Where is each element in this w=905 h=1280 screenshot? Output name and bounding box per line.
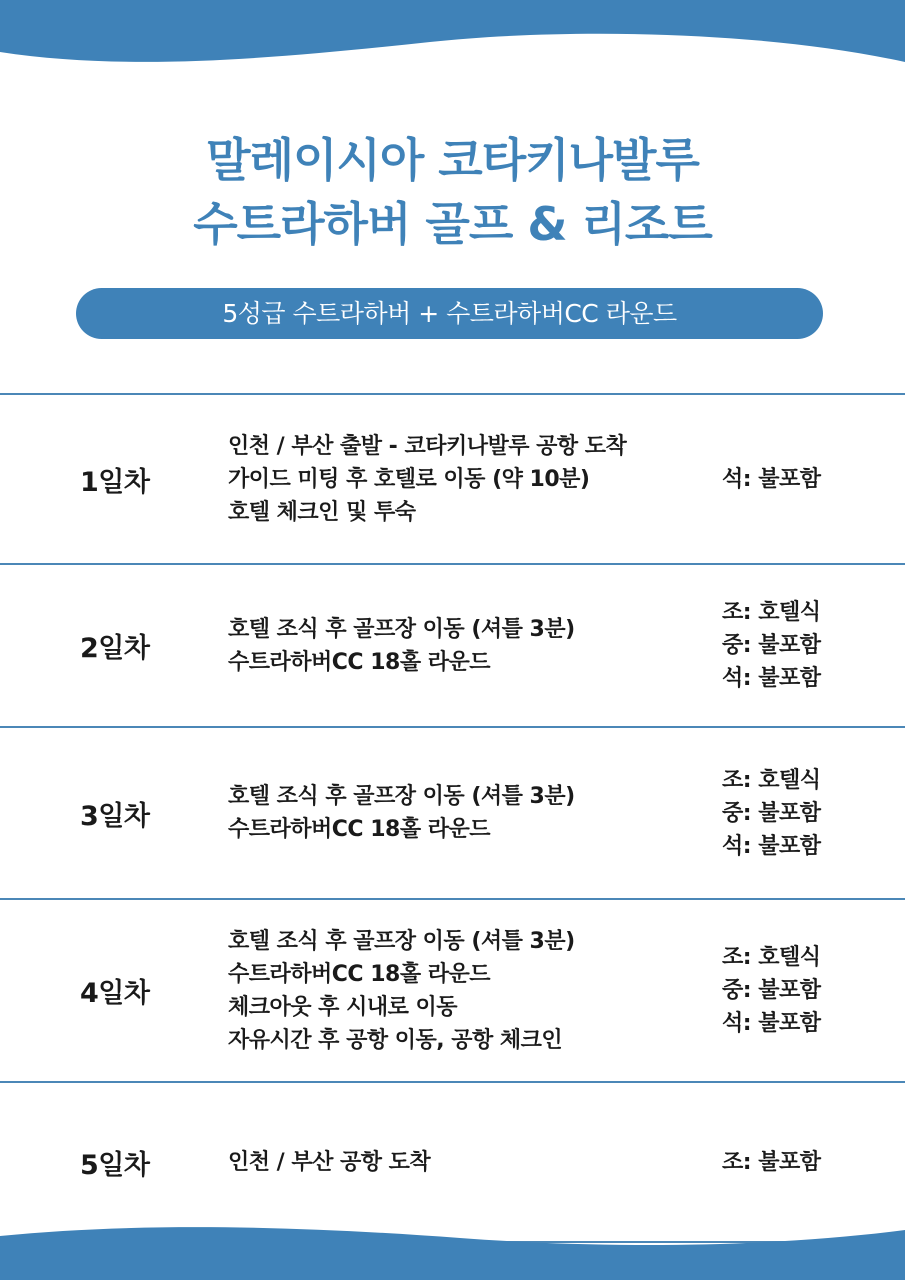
- activity-line: 호텔 조식 후 골프장 이동 (셔틀 3분): [228, 784, 575, 809]
- day-activities: [228, 395, 626, 563]
- meal-line: 조: 호텔식: [722, 767, 821, 793]
- itinerary-row-day2: [0, 563, 905, 726]
- activity-line: 수트라하버CC 18홀 라운드: [228, 649, 490, 675]
- itinerary-row-day4: [0, 898, 905, 1081]
- title-line-2: 수트라하버 골프 & 리조트: [193, 197, 712, 251]
- meal-line: 조: 불포함: [722, 1149, 821, 1175]
- activity-line: 가이드 미팅 후 호텔로 이동 (약 10분): [228, 466, 590, 492]
- meal-line: 석: 불포함: [722, 666, 821, 691]
- top-wave-decoration: [0, 0, 905, 80]
- meal-line: 조: 호텔식: [722, 945, 821, 970]
- meal-line: 조: 호텔식: [722, 600, 821, 625]
- day-activities: [228, 565, 575, 726]
- activity-line: 자유시간 후 공항 이동, 공항 체크인: [228, 1027, 563, 1053]
- itinerary-row-day3: [0, 726, 905, 898]
- activity-line: 인천 / 부산 공항 도착: [228, 1149, 431, 1175]
- activity-line: 수트라하버CC 18홀 라운드: [228, 961, 490, 987]
- activity-line: 호텔 조식 후 골프장 이동 (셔틀 3분): [228, 928, 575, 954]
- day-label: 5일차: [80, 1149, 150, 1181]
- activity-line: 인천 / 부산 출발 - 코타키나발루 공항 도착: [228, 433, 627, 459]
- day-meals: [722, 1083, 820, 1241]
- day-meals: [722, 728, 820, 898]
- activity-line: 체크아웃 후 시내로 이동: [228, 994, 457, 1020]
- activity-line: 수트라하버CC 18홀 라운드: [228, 817, 490, 842]
- title-block: [0, 128, 905, 256]
- day-activities: [228, 1083, 430, 1241]
- meal-line: 중: 불포함: [722, 633, 821, 658]
- day-meals: [722, 395, 820, 563]
- day-activities: [228, 900, 575, 1081]
- day-meals: [722, 565, 820, 726]
- subtitle-banner: 5성급 수트라하버 + 수트라하버CC 라운드: [76, 288, 823, 339]
- meal-line: 중: 불포함: [722, 800, 821, 826]
- activity-line: 호텔 조식 후 골프장 이동 (셔틀 3분): [228, 616, 575, 642]
- day-label: 3일차: [80, 800, 150, 832]
- bottom-wave-decoration: [0, 1220, 905, 1280]
- itinerary-row-day5: [0, 1081, 905, 1243]
- day-meals: [722, 900, 820, 1081]
- day-label: 1일차: [80, 466, 150, 498]
- day-label: 4일차: [80, 978, 150, 1009]
- activity-line: 호텔 체크인 및 투숙: [228, 499, 416, 525]
- day-activities: [228, 728, 575, 898]
- day-label: 2일차: [80, 633, 150, 664]
- title-line-1: 말레이시아 코타키나발루: [206, 133, 699, 187]
- meal-line: 석: 불포함: [722, 466, 821, 492]
- itinerary-row-day1: [0, 393, 905, 563]
- meal-line: 석: 불포함: [722, 833, 821, 859]
- meal-line: 중: 불포함: [722, 978, 821, 1003]
- meal-line: 석: 불포함: [722, 1011, 821, 1036]
- itinerary-table: [0, 393, 905, 1243]
